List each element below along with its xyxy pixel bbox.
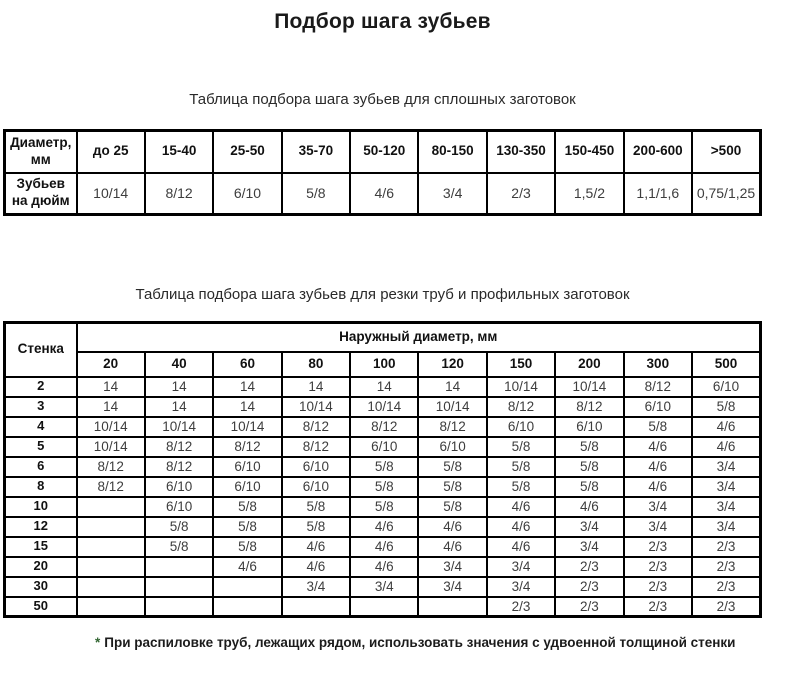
pipe-pitch-cell xyxy=(77,517,145,537)
pipe-pitch-cell xyxy=(77,597,145,617)
solid-teeth-cell: 5/8 xyxy=(282,173,350,215)
pipe-pitch-cell: 3/4 xyxy=(555,517,623,537)
pipe-pitch-cell: 3/4 xyxy=(555,537,623,557)
pipe-pitch-cell: 4/6 xyxy=(350,557,418,577)
pipe-corner-header-wall: Стенка xyxy=(5,323,77,377)
pipe-pitch-cell: 2/3 xyxy=(555,597,623,617)
solid-teeth-cell: 10/14 xyxy=(77,173,145,215)
solid-teeth-cell: 6/10 xyxy=(213,173,281,215)
page-title: Подбор шага зубьев xyxy=(274,10,491,33)
pipe-pitch-cell: 5/8 xyxy=(282,497,350,517)
pipe-pitch-cell xyxy=(213,597,281,617)
solid-row-header-teeth: Зубьев на дюйм xyxy=(5,173,77,215)
pipe-pitch-cell: 5/8 xyxy=(213,537,281,557)
pipe-wall-cell: 15 xyxy=(5,537,77,557)
pipe-wall-cell: 5 xyxy=(5,437,77,457)
pipe-diameter-header-cell: 40 xyxy=(145,352,213,377)
pipe-pitch-cell: 2/3 xyxy=(692,577,760,597)
solid-diameter-header-cell: 35-70 xyxy=(282,131,350,173)
pipe-pitch-cell: 3/4 xyxy=(350,577,418,597)
pipe-pitch-cell: 14 xyxy=(145,397,213,417)
pipe-pitch-cell: 4/6 xyxy=(624,457,692,477)
pipe-wall-cell: 10 xyxy=(5,497,77,517)
pipe-pitch-cell: 6/10 xyxy=(555,417,623,437)
pipe-wall-cell: 12 xyxy=(5,517,77,537)
pipe-pitch-cell xyxy=(77,537,145,557)
solid-diameter-header-cell: 150-450 xyxy=(555,131,623,173)
pipe-wall-cell: 50 xyxy=(5,597,77,617)
pipe-pitch-cell: 5/8 xyxy=(145,517,213,537)
solid-diameter-header-cell: 80-150 xyxy=(418,131,486,173)
pipe-data-row xyxy=(5,497,761,517)
solid-diameter-header-cell: 50-120 xyxy=(350,131,418,173)
pipe-pitch-cell: 14 xyxy=(350,377,418,397)
pipe-pitch-cell xyxy=(418,597,486,617)
pipe-pitch-cell: 4/6 xyxy=(282,557,350,577)
pipe-pitch-cell: 5/8 xyxy=(350,477,418,497)
pipe-pitch-cell: 14 xyxy=(282,377,350,397)
pipe-pitch-cell: 6/10 xyxy=(418,437,486,457)
pipe-wall-cell: 3 xyxy=(5,397,77,417)
footnote xyxy=(0,635,801,650)
pipe-pitch-cell: 5/8 xyxy=(624,417,692,437)
pipe-pitch-cell: 10/14 xyxy=(418,397,486,417)
pipe-pitch-cell: 6/10 xyxy=(213,457,281,477)
pipe-pitch-cell: 8/12 xyxy=(487,397,555,417)
footnote-text: При распиловке труб, лежащих рядом, использовать значения с удвоенной толщиной стенки xyxy=(104,635,736,650)
pipe-diameter-header-row xyxy=(5,352,761,377)
pipe-pitch-cell: 3/4 xyxy=(692,477,760,497)
pipe-data-row xyxy=(5,397,761,417)
pipe-data-row xyxy=(5,537,761,557)
pipe-pitch-cell: 10/14 xyxy=(350,397,418,417)
pipe-diameter-header-cell: 150 xyxy=(487,352,555,377)
pipe-pitch-cell: 2/3 xyxy=(624,537,692,557)
pipe-wall-cell: 2 xyxy=(5,377,77,397)
pipe-data-row xyxy=(5,517,761,537)
pipe-pitch-cell: 8/12 xyxy=(350,417,418,437)
pipe-pitch-cell: 4/6 xyxy=(487,517,555,537)
pipe-pitch-cell: 10/14 xyxy=(77,417,145,437)
pipe-span-header-row xyxy=(5,323,761,352)
pipe-pitch-cell: 3/4 xyxy=(692,497,760,517)
solid-table-caption: Таблица подбора шага зубьев для сплошных заготовок xyxy=(189,91,576,108)
pipe-pitch-cell: 8/12 xyxy=(145,457,213,477)
pipe-pitch-cell: 3/4 xyxy=(418,577,486,597)
pipe-data-row xyxy=(5,377,761,397)
solid-diameter-header-cell: 200-600 xyxy=(624,131,692,173)
pipe-pitch-cell: 5/8 xyxy=(213,497,281,517)
pipe-pitch-cell: 10/14 xyxy=(487,377,555,397)
pipe-profile-table xyxy=(3,321,762,618)
pipe-pitch-cell: 5/8 xyxy=(213,517,281,537)
pipe-pitch-cell: 8/12 xyxy=(282,417,350,437)
pipe-pitch-cell: 5/8 xyxy=(282,517,350,537)
pipe-pitch-cell: 14 xyxy=(77,377,145,397)
pipe-pitch-cell: 5/8 xyxy=(418,477,486,497)
pipe-pitch-cell: 4/6 xyxy=(418,517,486,537)
pipe-pitch-cell: 4/6 xyxy=(282,537,350,557)
pipe-pitch-cell: 2/3 xyxy=(555,557,623,577)
pipe-pitch-cell: 3/4 xyxy=(692,517,760,537)
pipe-pitch-cell: 5/8 xyxy=(487,477,555,497)
pipe-pitch-cell: 6/10 xyxy=(692,377,760,397)
pipe-pitch-cell: 4/6 xyxy=(692,437,760,457)
pipe-pitch-cell: 14 xyxy=(213,377,281,397)
pipe-wall-cell: 6 xyxy=(5,457,77,477)
pipe-wall-cell: 30 xyxy=(5,577,77,597)
pipe-pitch-cell: 8/12 xyxy=(282,437,350,457)
pipe-pitch-cell: 2/3 xyxy=(555,577,623,597)
pipe-pitch-cell: 5/8 xyxy=(487,437,555,457)
pipe-table-caption: Таблица подбора шага зубьев для резки труб и профильных заготовок xyxy=(135,286,630,303)
pipe-pitch-cell: 2/3 xyxy=(692,557,760,577)
solid-teeth-cell: 4/6 xyxy=(350,173,418,215)
pipe-pitch-cell: 10/14 xyxy=(145,417,213,437)
solid-teeth-cell: 3/4 xyxy=(418,173,486,215)
pipe-pitch-cell: 4/6 xyxy=(624,437,692,457)
pipe-pitch-cell xyxy=(213,577,281,597)
pipe-pitch-cell: 6/10 xyxy=(350,437,418,457)
pipe-pitch-cell: 4/6 xyxy=(487,497,555,517)
pipe-pitch-cell: 3/4 xyxy=(692,457,760,477)
pipe-pitch-cell: 14 xyxy=(77,397,145,417)
pipe-pitch-cell: 8/12 xyxy=(624,377,692,397)
solid-data-row xyxy=(5,173,761,215)
pipe-pitch-cell: 6/10 xyxy=(282,457,350,477)
pipe-diameter-header-cell: 500 xyxy=(692,352,760,377)
pipe-pitch-cell: 5/8 xyxy=(145,537,213,557)
pipe-pitch-cell: 8/12 xyxy=(77,477,145,497)
pipe-pitch-cell: 6/10 xyxy=(624,397,692,417)
pipe-pitch-cell: 4/6 xyxy=(555,497,623,517)
pipe-pitch-cell: 6/10 xyxy=(282,477,350,497)
pipe-pitch-cell xyxy=(77,577,145,597)
solid-diameter-header-cell: 15-40 xyxy=(145,131,213,173)
pipe-pitch-cell: 10/14 xyxy=(555,377,623,397)
pipe-diameter-header-cell: 80 xyxy=(282,352,350,377)
solid-teeth-cell: 8/12 xyxy=(145,173,213,215)
pipe-pitch-cell: 6/10 xyxy=(145,497,213,517)
pipe-pitch-cell: 14 xyxy=(145,377,213,397)
pipe-pitch-cell: 5/8 xyxy=(487,457,555,477)
pipe-pitch-cell: 3/4 xyxy=(624,497,692,517)
pipe-pitch-cell: 5/8 xyxy=(350,457,418,477)
pipe-wall-cell: 20 xyxy=(5,557,77,577)
pipe-wall-cell: 8 xyxy=(5,477,77,497)
pipe-span-header-outer-diameter: Наружный диаметр, мм xyxy=(77,323,761,352)
pipe-pitch-cell: 5/8 xyxy=(692,397,760,417)
solid-teeth-cell: 2/3 xyxy=(487,173,555,215)
pipe-pitch-cell xyxy=(77,497,145,517)
pipe-pitch-cell: 10/14 xyxy=(213,417,281,437)
solid-diameter-header-cell: до 25 xyxy=(77,131,145,173)
pipe-pitch-cell: 4/6 xyxy=(692,417,760,437)
solid-header-row xyxy=(5,131,761,173)
pipe-pitch-cell: 5/8 xyxy=(555,437,623,457)
pipe-pitch-cell: 6/10 xyxy=(213,477,281,497)
pipe-pitch-cell: 4/6 xyxy=(487,537,555,557)
pipe-pitch-cell: 2/3 xyxy=(487,597,555,617)
pipe-pitch-cell: 4/6 xyxy=(213,557,281,577)
pipe-data-row xyxy=(5,457,761,477)
pipe-pitch-cell: 5/8 xyxy=(418,497,486,517)
pipe-diameter-header-cell: 200 xyxy=(555,352,623,377)
pipe-pitch-cell xyxy=(350,597,418,617)
solid-teeth-cell: 0,75/1,25 xyxy=(692,173,760,215)
pipe-pitch-cell: 4/6 xyxy=(350,517,418,537)
pipe-pitch-cell: 8/12 xyxy=(77,457,145,477)
solid-teeth-cell: 1,1/1,6 xyxy=(624,173,692,215)
pipe-pitch-cell: 10/14 xyxy=(282,397,350,417)
solid-teeth-cell: 1,5/2 xyxy=(555,173,623,215)
pipe-pitch-cell: 2/3 xyxy=(624,597,692,617)
pipe-pitch-cell: 8/12 xyxy=(145,437,213,457)
pipe-pitch-cell: 14 xyxy=(213,397,281,417)
pipe-pitch-cell: 4/6 xyxy=(624,477,692,497)
pipe-data-row xyxy=(5,477,761,497)
pipe-pitch-cell: 14 xyxy=(418,377,486,397)
pipe-pitch-cell: 3/4 xyxy=(282,577,350,597)
pipe-pitch-cell xyxy=(145,577,213,597)
pipe-diameter-header-cell: 120 xyxy=(418,352,486,377)
pipe-pitch-cell: 3/4 xyxy=(418,557,486,577)
pipe-pitch-cell: 5/8 xyxy=(555,457,623,477)
pipe-pitch-cell: 5/8 xyxy=(350,497,418,517)
solid-diameter-header-cell: 25-50 xyxy=(213,131,281,173)
pipe-pitch-cell: 5/8 xyxy=(418,457,486,477)
pipe-pitch-cell: 10/14 xyxy=(77,437,145,457)
pipe-pitch-cell xyxy=(145,557,213,577)
pipe-pitch-cell: 8/12 xyxy=(555,397,623,417)
pipe-pitch-cell: 3/4 xyxy=(487,577,555,597)
pipe-pitch-cell: 4/6 xyxy=(350,537,418,557)
solid-row-header-diameter: Диаметр, мм xyxy=(5,131,77,173)
solid-diameter-header-cell: >500 xyxy=(692,131,760,173)
pipe-data-row xyxy=(5,417,761,437)
pipe-pitch-cell: 2/3 xyxy=(624,557,692,577)
pipe-pitch-cell: 4/6 xyxy=(418,537,486,557)
pipe-pitch-cell: 5/8 xyxy=(555,477,623,497)
pipe-pitch-cell: 2/3 xyxy=(692,537,760,557)
pipe-diameter-header-cell: 20 xyxy=(77,352,145,377)
pipe-diameter-header-cell: 300 xyxy=(624,352,692,377)
solid-diameter-header-cell: 130-350 xyxy=(487,131,555,173)
pipe-data-row xyxy=(5,437,761,457)
pipe-pitch-cell xyxy=(145,597,213,617)
pipe-pitch-cell: 8/12 xyxy=(213,437,281,457)
pipe-pitch-cell xyxy=(282,597,350,617)
pipe-pitch-cell: 2/3 xyxy=(624,577,692,597)
pipe-diameter-header-cell: 100 xyxy=(350,352,418,377)
footnote-marker: * xyxy=(95,635,101,650)
pipe-diameter-header-cell: 60 xyxy=(213,352,281,377)
pipe-pitch-cell: 3/4 xyxy=(624,517,692,537)
pipe-pitch-cell: 2/3 xyxy=(692,597,760,617)
pipe-pitch-cell: 3/4 xyxy=(487,557,555,577)
pipe-data-row xyxy=(5,577,761,597)
pipe-pitch-cell: 6/10 xyxy=(487,417,555,437)
pipe-wall-cell: 4 xyxy=(5,417,77,437)
pipe-data-row xyxy=(5,557,761,577)
pipe-pitch-cell: 8/12 xyxy=(418,417,486,437)
pipe-pitch-cell: 6/10 xyxy=(145,477,213,497)
solid-workpiece-table xyxy=(3,129,762,216)
pipe-pitch-cell xyxy=(77,557,145,577)
pipe-data-row xyxy=(5,597,761,617)
